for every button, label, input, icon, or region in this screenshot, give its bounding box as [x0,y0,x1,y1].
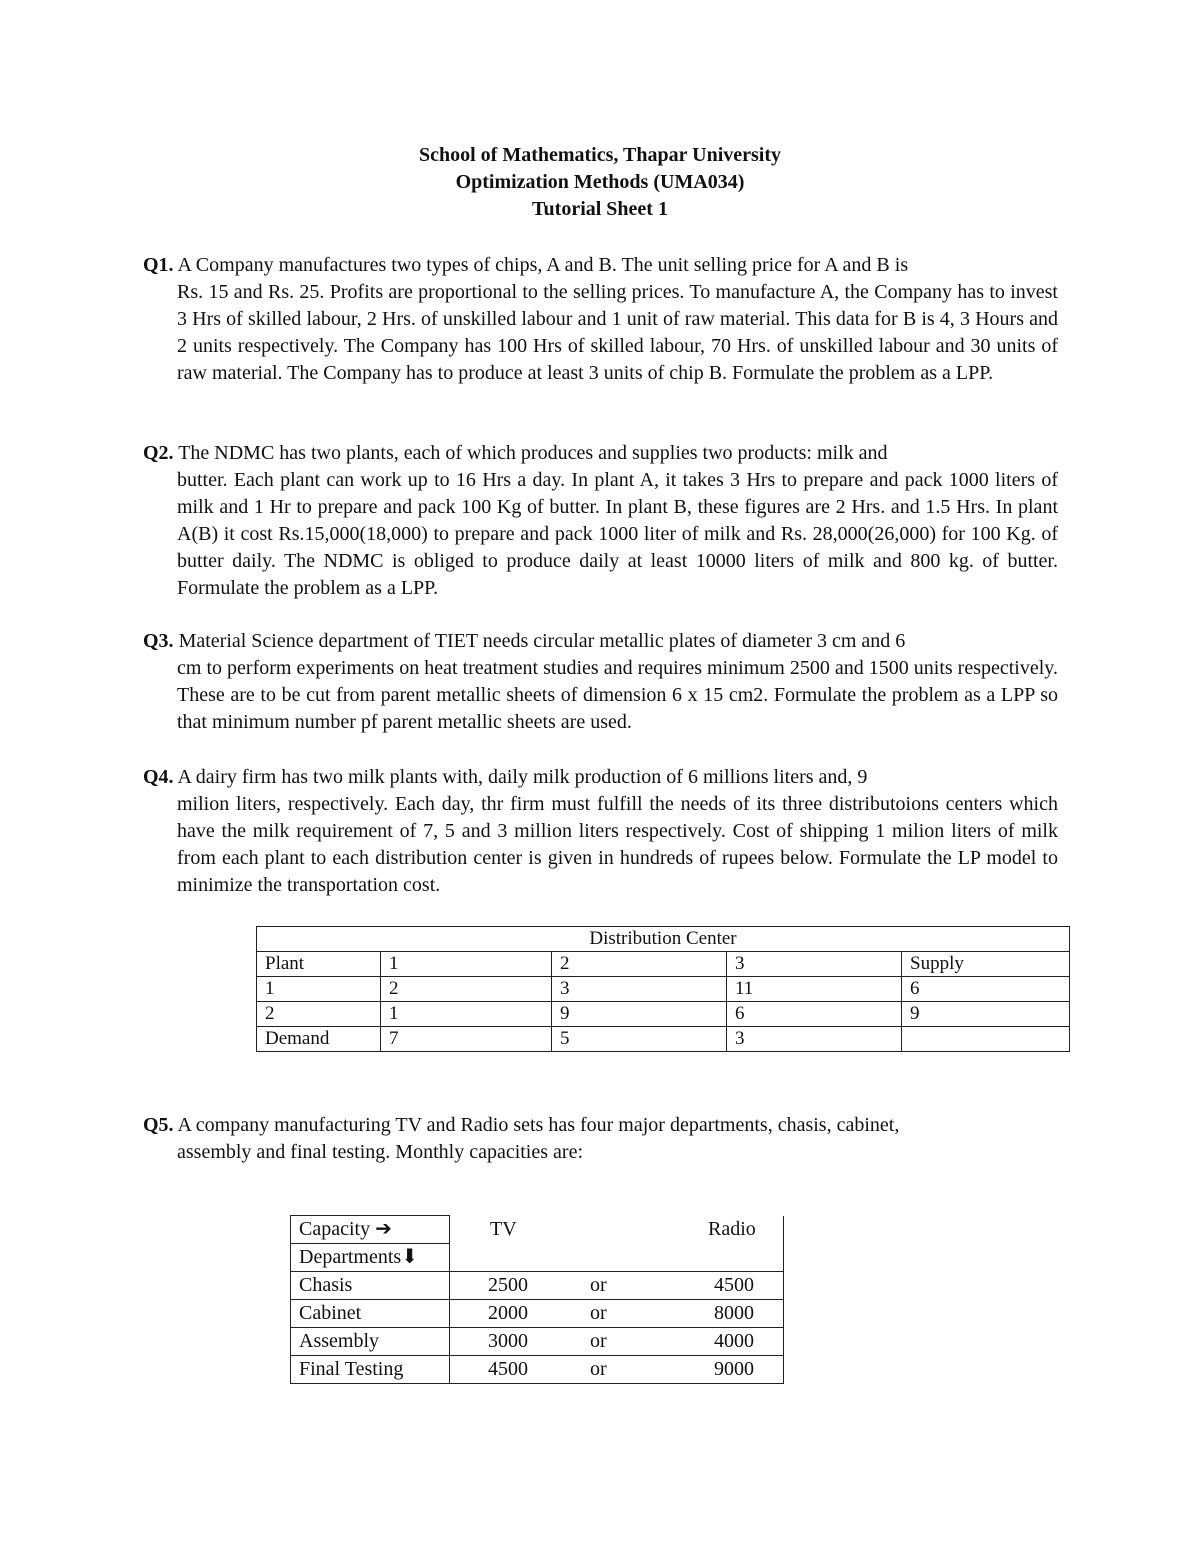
table-cell: 11 [727,977,902,1002]
table-cell: 3 [552,977,727,1002]
question-3 [143,628,1058,736]
sheet-title: Tutorial Sheet 1 [532,198,668,220]
table-cell [902,1027,1070,1052]
capacity-table [290,1215,784,1384]
question-2 [143,440,1058,601]
question-text: butter. Each plant can work up to 16 Hrs a day. In plant A, it takes 3 Hrs to prepare and pack 1000 liters of milk and 1 Hr to prepare and pack 100 Kg of butter. In plant B, these figures are 2 Hrs. and 1.5 Hrs. In plant A(B) it cost Rs.15,000(18,000) to prepare and pack 1000 liter of milk and Rs. 28,000(26,000) for 100 Kg. of butter daily. The NDMC is obliged to produce daily at least 10000 liters of milk and 800 kg. of butter. Formulate the problem as a LPP. [177,468,1058,599]
department-cell: Assembly [291,1328,450,1356]
distribution-table [256,926,1070,1052]
department-cell: Final Testing [291,1356,450,1384]
table-row [291,1356,784,1384]
table-cell: 2 [257,1002,381,1027]
course-title: Optimization Methods (UMA034) [455,171,745,193]
table-cell: 5 [552,1027,727,1052]
question-text: A company manufacturing TV and Radio sets has four major departments, chasis, cabinet, [173,1114,900,1136]
table-row [257,1027,1070,1052]
or-cell: or [590,1300,658,1328]
table-row [257,977,1070,1002]
question-number: Q2. [143,442,174,464]
question-text: milion liters, respectively. Each day, thr firm must fulfill the needs of its three distributoions centers which have the milk requirement of 7, 5 and 3 million liters respectively. Cost of shipping 1 milion liters of milk from each plant to each distribution center is given in hundreds of rupees below. Formulate the LP model to minimize the transportation cost. [177,792,1058,896]
question-text: The NDMC has two plants, each of which produces and supplies two products: milk and [173,442,888,464]
table-cell: 2 [381,977,552,1002]
table-header-row [257,952,1070,977]
tv-column-header: TV [450,1216,591,1244]
question-text: A Company manufactures two types of chips, A and B. The unit selling price for A and B is [173,254,909,276]
departments-label: Departments [299,1246,402,1268]
table-title: Distribution Center [257,927,1070,952]
table-row [257,1002,1070,1027]
question-5 [143,1112,1058,1166]
radio-capacity-cell: 8000 [658,1300,784,1328]
tv-capacity-cell: 3000 [450,1328,591,1356]
arrow-right-icon: ➔ [375,1218,392,1240]
table-row [291,1272,784,1300]
table-cell: 1 [257,977,381,1002]
table-row [291,1300,784,1328]
table-cell: 6 [902,977,1070,1002]
radio-column-header: Radio [658,1216,784,1244]
table-header-cell: 3 [727,952,902,977]
question-number: Q3. [143,630,174,652]
question-text: Rs. 15 and Rs. 25. Profits are proportional to the selling prices. To manufacture A, the Company has to invest 3 Hrs of skilled labour, 2 Hrs. of unskilled labour and 1 unit of raw material. This data for B is 4, 3 Hours and 2 units respectively. The Company has 100 Hrs of skilled labour, 70 Hrs. of unskilled labour and 30 units of raw material. The Company has to produce at least 3 units of chip B. Formulate the problem as a LPP. [177,280,1058,384]
table-cell: 7 [381,1027,552,1052]
question-number: Q1. [143,254,174,276]
table-header-cell: Supply [902,952,1070,977]
or-cell: or [590,1272,658,1300]
question-text: assembly and final testing. Monthly capacities are: [177,1140,583,1163]
tv-capacity-cell: 4500 [450,1356,591,1384]
question-number: Q5. [143,1114,174,1136]
question-text: cm to perform experiments on heat treatment studies and requires minimum 2500 and 1500 units respectively. These are to be cut from parent metallic sheets of dimension 6 x 15 cm2. Formulate the problem as a LPP so that minimum number pf parent metallic sheets are used. [177,656,1058,733]
capacity-label: Capacity [299,1218,371,1240]
table-header-cell: Plant [257,952,381,977]
question-text: A dairy firm has two milk plants with, daily milk production of 6 millions liters and, 9 [173,766,868,788]
department-cell: Cabinet [291,1300,450,1328]
question-text: Material Science department of TIET needs circular metallic plates of diameter 3 cm and 6 [173,630,906,652]
table-row [291,1328,784,1356]
question-4 [143,764,1058,899]
document-header [0,142,1200,223]
table-cell: 1 [381,1002,552,1027]
question-1 [143,252,1058,387]
table-cell: Demand [257,1027,381,1052]
table-header-row [291,1216,784,1244]
table-header-cell: 1 [381,952,552,977]
or-cell: or [590,1356,658,1384]
table-header-cell: 2 [552,952,727,977]
question-number: Q4. [143,766,174,788]
table-cell: 9 [902,1002,1070,1027]
radio-capacity-cell: 9000 [658,1356,784,1384]
table-cell: 3 [727,1027,902,1052]
or-cell: or [590,1328,658,1356]
capacity-header-cell [291,1216,450,1244]
radio-capacity-cell: 4500 [658,1272,784,1300]
radio-capacity-cell: 4000 [658,1328,784,1356]
school-title: School of Mathematics, Thapar University [418,144,782,166]
arrow-down-icon: ⬇ [401,1246,418,1268]
table-cell: 6 [727,1002,902,1027]
tv-capacity-cell: 2500 [450,1272,591,1300]
departments-header-cell [291,1244,450,1272]
tv-capacity-cell: 2000 [450,1300,591,1328]
table-cell: 9 [552,1002,727,1027]
department-cell: Chasis [291,1272,450,1300]
table-header-row [291,1244,784,1272]
